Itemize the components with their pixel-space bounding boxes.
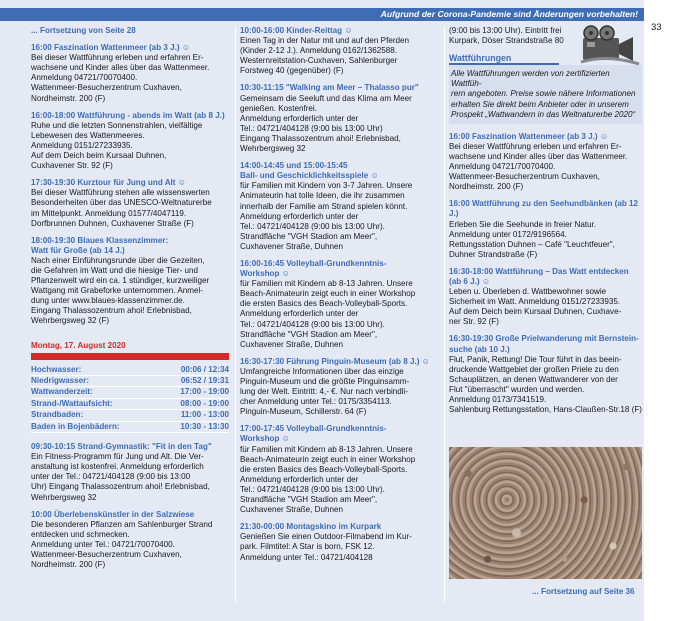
- event-line: Wehrbergsweg 32: [240, 144, 306, 154]
- tide-table: [31, 365, 229, 433]
- event-line: Genießen Sie einen Outdoor-Filmabend im Kur-: [240, 532, 412, 542]
- event-line: Wehrbergsweg 32 (F): [31, 316, 110, 326]
- event-title-cont: (ab 6 J.) ☺: [449, 276, 491, 286]
- event-line: genießen. Kostenfrei.: [240, 103, 317, 113]
- event-line: Bei dieser Wattführung stehen alle wissenswerten: [31, 188, 210, 198]
- event-line: die ersten Basics des Beach-Volleyball-Sports.: [240, 464, 408, 474]
- event-line: Anmeldung unter Tel.: 04721/70070400.: [31, 539, 175, 549]
- event-line: Strandfläche "VGH Stadion am Meer",: [240, 495, 378, 505]
- info-line: Prospekt „Wattwandern in das Weltnaturerbe 2020“: [451, 109, 636, 119]
- event-entry: [449, 334, 642, 415]
- event-entry: [240, 522, 438, 562]
- event-title-cont: Watt für Große (ab 14 J.): [31, 245, 125, 255]
- event-line: dung unter www.blaues-klassenzimmer.de.: [31, 296, 185, 306]
- event-line: Rettungsstation Duhnen – Café "Leuchtfeuer",: [449, 239, 615, 249]
- table-row: [31, 410, 229, 421]
- event-entry: [31, 442, 229, 503]
- column-1: [31, 26, 229, 577]
- table-row: [31, 421, 229, 432]
- info-box: [449, 65, 642, 123]
- event-line: Umfangreiche Informationen über das einzige: [240, 366, 404, 376]
- event-line: Ein Fitness-Programm für Jung und Alt. Die Ver-: [31, 452, 204, 462]
- event-title-cont: suche (ab 10 J.): [449, 344, 510, 354]
- event-title: 16:00-18:00 Wattführung - abends im Watt (ab 8 J.): [31, 110, 225, 120]
- event-line: Bei dieser Wattführung erleben und erfahren Er-: [31, 53, 204, 63]
- event-line: Dorfbrunnen Duhnen, Cuxhavener Straße (F): [31, 218, 194, 228]
- event-line: Cuxhavener Straße, Duhnen: [240, 241, 344, 251]
- event-line: ner Str. 92 (F): [449, 317, 499, 327]
- event-line: Flut "überrascht" wurden und werden.: [449, 384, 585, 394]
- tide-value: 17:00 - 19:00: [159, 387, 229, 398]
- event-line: für Familien mit Kindern von 3-7 Jahren. Unsere: [240, 181, 413, 191]
- event-line: Sicherheit im Watt. Anmeldung 0151/27233935.: [449, 297, 621, 307]
- event-title: 16:00 Faszination Wattenmeer (ab 3 J.) ☺: [449, 131, 609, 141]
- event-entry: [31, 510, 229, 571]
- event-line: Wehrbergsweg 32: [31, 492, 97, 502]
- event-title: 16:30-17:30 Führung Pinguin-Museum (ab 8 J.) ☺: [240, 356, 430, 366]
- event-title: 16:00 Wattführung zu den Seehundbänken (ab 12 J.): [449, 199, 639, 219]
- column-2: [240, 26, 438, 570]
- event-line: Bei dieser Wattführung erleben und erfahren Er-: [449, 141, 622, 151]
- event-line: park. Filmtitel: A Star is born, FSK 12.: [240, 542, 375, 552]
- event-line: Nordheimstr. 200 (F): [449, 182, 524, 192]
- column-3: [449, 26, 642, 422]
- event-line: Anmeldung 04721/70070400.: [449, 162, 556, 172]
- date-rule: [31, 353, 229, 360]
- event-line: Pflanzenwelt wird ein ca. 1 stündiger, kurzweiliger: [31, 276, 210, 286]
- event-title: 16:00-16:45 Volleyball-Grundkenntnis-: [240, 258, 387, 268]
- event-line: druckende Wattgebiet der großen Priele zu den: [449, 364, 619, 374]
- event-line: Leben u. Überleben d. Wattbewohner sowie: [449, 287, 607, 297]
- event-line: Auf dem Deich beim Kursaal Duhnen,: [31, 151, 167, 161]
- event-line: Die besonderen Pflanzen am Sahlenburger Strand: [31, 519, 213, 529]
- info-line: Alle Wattführungen werden von zertifizierten Wattfüh-: [451, 69, 610, 89]
- event-line: für Familien mit Kindern ab 8-13 Jahren. Unsere: [240, 279, 413, 289]
- event-entry: [449, 132, 642, 193]
- event-line: Forstweg 40 (gegenüber) (F): [240, 66, 344, 76]
- event-title: 14:00-14:45 und 15:00-15:45: [240, 161, 348, 171]
- event-line: lung der Welt. Eintritt: 4,- €. Nur nach verbindli-: [240, 387, 409, 397]
- event-line: Flut, Panik, Rettung! Die Tour führt in das beein-: [449, 354, 622, 364]
- event-line: Wattgang mit Grabeforke unternommen. Anmel-: [31, 286, 203, 296]
- event-line: innerhalb der Familie am Strand spielen könnt.: [240, 201, 408, 211]
- event-line: Lebewesen des Wattenmeeres.: [31, 130, 145, 140]
- event-title: 10:30-11:15 "Walking am Meer – Thalasso pur": [240, 83, 419, 93]
- table-row: [31, 387, 229, 398]
- event-title: 17:00-17:45 Volleyball-Grundkenntnis-: [240, 424, 387, 434]
- info-line: erhalten Sie direkt beim Anbieter oder in unserem: [451, 99, 629, 109]
- event-line: Anmeldung 0173/7341519.: [449, 395, 547, 404]
- event-line: Erleben Sie die Seehunde in freier Natur.: [449, 219, 597, 229]
- event-line: Anmeldung erforderlich unter der: [240, 474, 359, 484]
- tide-value: 08:00 - 19:00: [159, 398, 229, 409]
- event-entry: [240, 83, 438, 154]
- event-line: Eingang Thalassozentrum ahoi! Erlebnisbad,: [240, 133, 401, 143]
- beach-pebbles-photo: [449, 447, 642, 579]
- event-line: Westernreitstation-Cuxhaven, Sahlenburger: [240, 56, 398, 66]
- event-line: Nordheimstr. 200 (F): [31, 93, 106, 103]
- tide-label: Niedrigwasser:: [31, 376, 159, 387]
- event-title: 09:30-10:15 Strand-Gymnastik: "Fit in den Tag": [31, 442, 212, 452]
- event-line: Nach einer Einführungsrunde über die Gezeiten,: [31, 255, 205, 265]
- info-line: rern angeboten. Preise sowie nähere Informationen: [451, 89, 636, 99]
- event-line: (Kinder 2-12 J.). Anmeldung 0162/1362588.: [240, 46, 398, 56]
- event-line: Tel.: 04721/404128 (9:00 bis 13:00 Uhr).: [240, 221, 385, 231]
- event-line: Strandfläche "VGH Stadion am Meer",: [240, 231, 378, 241]
- event-title: 10:00 Überlebenskünstler in der Salzwiese: [31, 509, 195, 519]
- event-line: Auf dem Deich beim Kursaal Duhnen, Cuxhave-: [449, 307, 622, 317]
- event-line: Einen Tag in der Natur mit und auf den Pferden: [240, 36, 410, 46]
- event-line: Anmeldung unter 0172/9196564.: [449, 229, 567, 239]
- event-title: 21:30-00:00 Montagskino im Kurpark: [240, 522, 382, 532]
- date-heading: Montag, 17. August 2020: [31, 340, 126, 350]
- event-line: Beach-Animateurin zeigt euch in einer Workshop: [240, 289, 416, 299]
- event-line: Anmeldung erforderlich unter der: [240, 211, 359, 221]
- event-title: 16:00 Faszination Wattenmeer (ab 3 J.) ☺: [31, 43, 191, 53]
- event-line: Cuxhavener Straße, Duhnen: [240, 339, 344, 349]
- event-entry: [240, 26, 438, 76]
- event-line: im Mittelpunkt. Anmeldung 01577/4047119.: [31, 208, 187, 218]
- event-entry: [31, 178, 229, 228]
- event-line: Anmeldung erforderlich unter der: [240, 113, 359, 123]
- event-line: Tel.: 04721/404128 (9:00 bis 13:00 Uhr): [240, 123, 383, 133]
- tide-value: 11:00 - 13:00: [159, 410, 229, 421]
- column-divider: [444, 26, 445, 603]
- tide-label: Strand-/Wattaufsicht:: [31, 398, 159, 409]
- event-line: Tel.: 04721/404128 (9:00 bis 13:00 Uhr).: [240, 484, 385, 494]
- film-camera-icon: [577, 24, 641, 66]
- event-line: Nordheimstr. 200 (F): [31, 560, 106, 570]
- event-entry: [31, 111, 229, 172]
- event-line: wachsene und Kinder alles über das Wattenmeer.: [449, 151, 628, 161]
- continued-from-link[interactable]: ... Fortsetzung von Seite 28: [31, 26, 136, 35]
- event-line: Tel.: 04721/404128 (9:00 bis 13:00 Uhr).: [240, 319, 385, 329]
- event-entry: [240, 357, 438, 418]
- event-line: Beach-Animateurin zeigt euch in einer Workshop: [240, 454, 416, 464]
- event-line: für Familien mit Kindern ab 8-13 Jahren. Unsere: [240, 444, 413, 454]
- event-line: Besonderheiten über das UNESCO-Weltnaturerbe: [31, 198, 212, 208]
- event-line: Wattenmeer-Besucherzentrum Cuxhaven,: [31, 550, 182, 559]
- tide-label: Hochwasser:: [31, 365, 159, 376]
- event-line: Anmeldung unter Tel.: 04721/404128: [240, 552, 373, 562]
- event-line: Cuxhavener Straße, Duhnen: [240, 505, 344, 515]
- tide-label: Strandbaden:: [31, 410, 159, 421]
- event-line: Ruhe und die letzten Sonnenstrahlen, vielfältige: [31, 120, 203, 130]
- event-entry: [449, 199, 642, 260]
- event-line: anstaltung ist kostenfrei. Anmeldung erforderlich: [31, 462, 204, 472]
- tide-label: Baden in Bojenbädern:: [31, 421, 159, 432]
- event-line: entdecken und schmecken.: [31, 529, 130, 539]
- table-row: [31, 398, 229, 409]
- event-line: Eingang Thalassozentrum ahoi! Erlebnisbad,: [31, 306, 192, 316]
- event-line: Wattenmeer-Besucherzentrum Cuxhaven,: [31, 83, 182, 93]
- event-title: 17:30-19:30 Kurztour für Jung und Alt ☺: [31, 178, 187, 188]
- column-divider: [235, 26, 236, 603]
- event-line: Sahlenburg Rettungsstation, Hans-Claußen-Str.18 (F): [449, 405, 642, 415]
- event-line: Anmeldung 0151/27233935.: [31, 140, 133, 150]
- event-line: Anmeldung erforderlich unter der: [240, 309, 359, 319]
- event-title: 16:30-19:30 Große Prielwanderung mit Bernstein-: [449, 334, 639, 344]
- event-line: Anmeldung 04721/70070400.: [31, 73, 138, 83]
- event-entry: [31, 43, 229, 104]
- continued-on-link[interactable]: ... Fortsetzung auf Seite 36: [532, 587, 635, 596]
- tide-value: 06:52 / 19:31: [159, 376, 229, 387]
- event-entry: [240, 259, 438, 350]
- event-line: cher Anmeldung unter Tel.: 0175/3354113.: [240, 397, 392, 407]
- event-title-cont: Workshop ☺: [240, 269, 290, 279]
- tide-value: 10:30 - 13:30: [159, 421, 229, 432]
- event-line: Pinguin-Museum und die größte Pinguinsamm-: [240, 377, 410, 386]
- event-entry: [240, 424, 438, 515]
- event-line: Uhr) Eingang Thalassozentrum ahoi! Erlebnisbad,: [31, 482, 210, 492]
- table-row: [31, 365, 229, 376]
- top-banner: [0, 8, 644, 21]
- event-line: Schauplätzen, an denen Wattwanderer von der: [449, 374, 618, 384]
- event-line: (9:00 bis 13:00 Uhr). Eintritt frei: [449, 26, 562, 35]
- section-heading-wattfuehrungen: Wattführungen: [449, 53, 559, 65]
- event-line: Animateurin hat tolle Ideen, die ihr zusammen: [240, 191, 405, 201]
- event-line: Wattenmeer-Besucherzentrum Cuxhaven,: [449, 172, 600, 182]
- event-line: Gemeinsam die Seeluft und das Klima am Meer: [240, 93, 412, 103]
- event-entry: [240, 161, 438, 252]
- event-title: 16:30-18:00 Wattführung – Das Watt entdecken: [449, 266, 629, 276]
- event-line: Kurpark, Döser Strandstraße 80: [449, 36, 564, 46]
- event-entry: [449, 267, 642, 328]
- tide-label: Wattwanderzeit:: [31, 387, 159, 398]
- event-line: Pinguin-Museum, Schillerstr. 64 (F): [240, 407, 367, 417]
- event-line: die Gefahren im Watt und die hiesige Tier- und: [31, 265, 199, 275]
- event-line: unter der Tel.: 04721/404128 (9:00 bis 13:00: [31, 472, 191, 482]
- table-row: [31, 376, 229, 387]
- event-line: wachsene und Kinder alles über das Wattenmeer.: [31, 63, 210, 73]
- page-number: 33: [651, 22, 662, 33]
- event-entry: [31, 236, 229, 327]
- event-line: Strandfläche "VGH Stadion am Meer",: [240, 329, 378, 339]
- event-title-cont: Ball- und Geschicklichkeitsspiele ☺: [240, 171, 379, 181]
- event-line: Duhner Strandstraße (F): [449, 249, 538, 259]
- corona-notice: Aufgrund der Corona-Pandemie sind Änderungen vorbehalten!: [380, 9, 638, 19]
- tide-value: 00:06 / 12:34: [159, 365, 229, 376]
- event-line: Cuxhavener Str. 92 (F): [31, 161, 113, 171]
- event-title: 18:00-19:30 Blaues Klassenzimmer:: [31, 235, 169, 245]
- event-line: die ersten Basics des Beach-Volleyball-Sports.: [240, 299, 408, 309]
- event-title: 10:00-16:00 Kinder-Reittag ☺: [240, 26, 353, 35]
- event-title-cont: Workshop ☺: [240, 434, 290, 444]
